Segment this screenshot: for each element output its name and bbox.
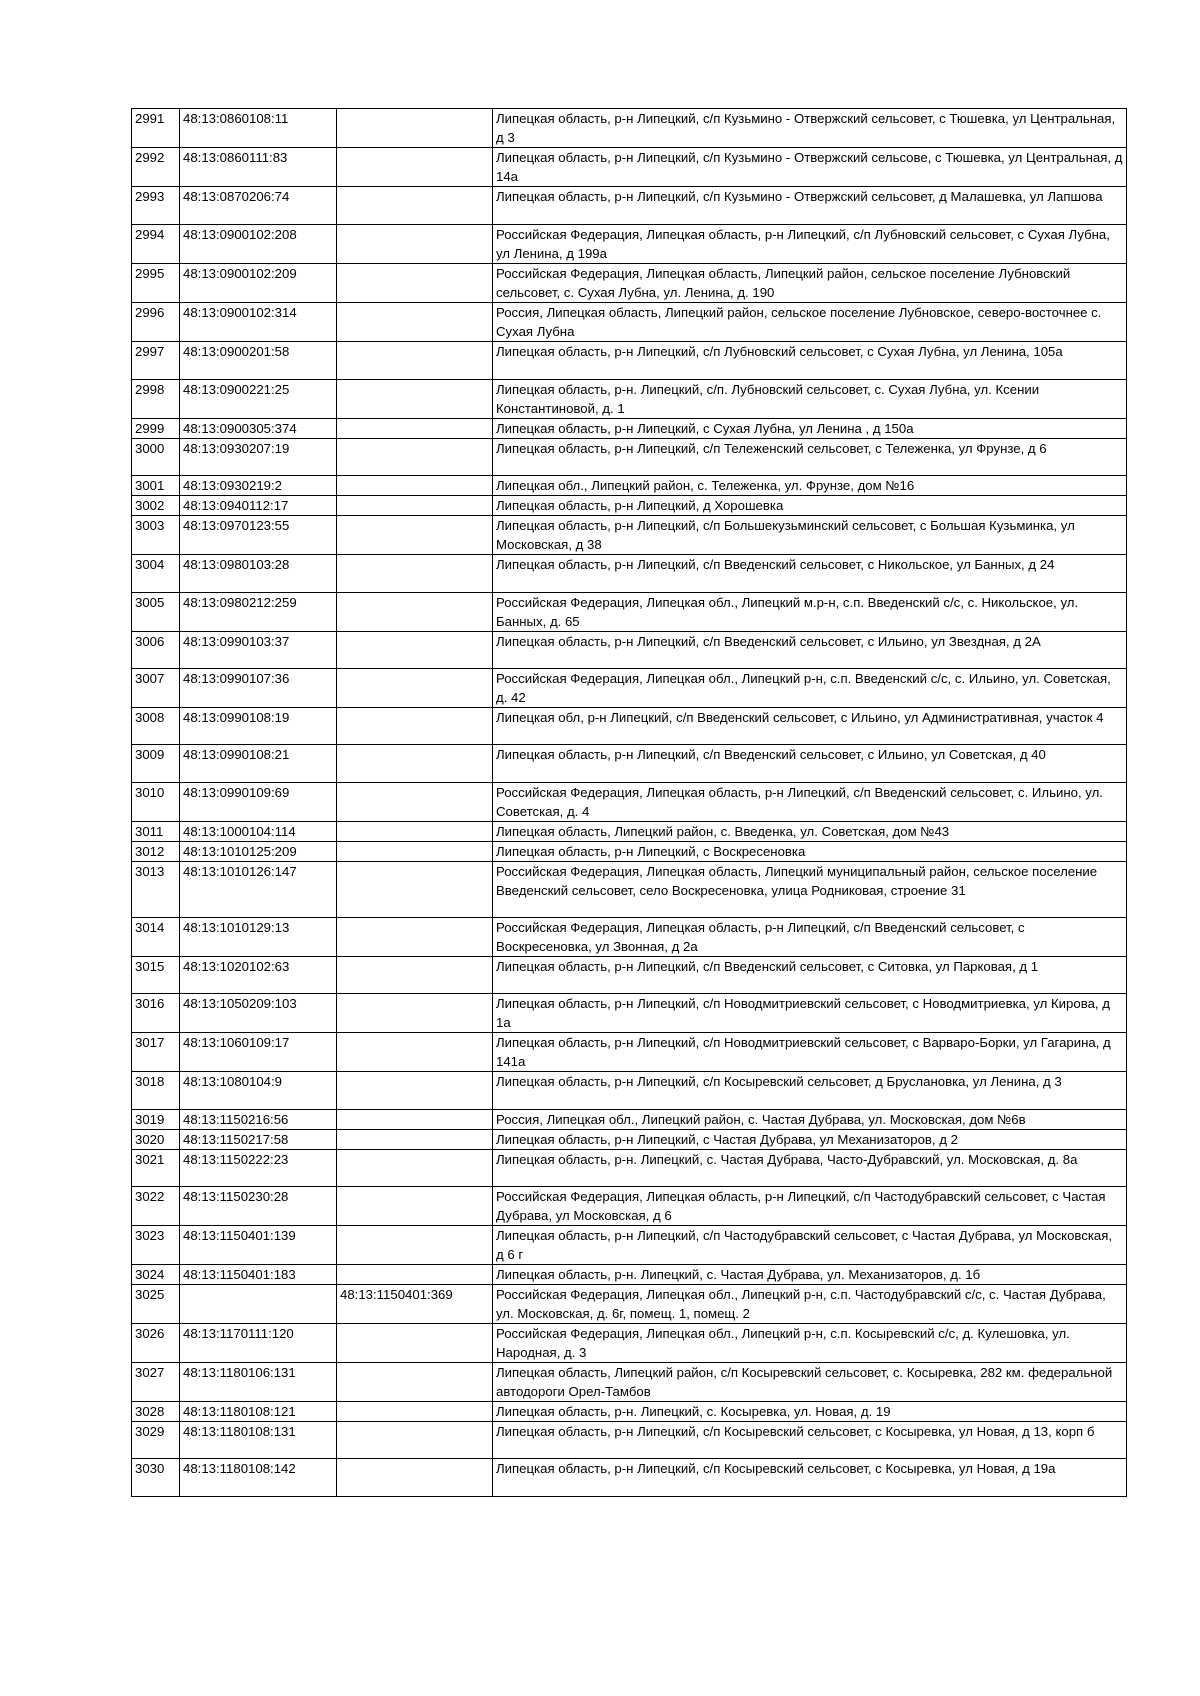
- row-number-cell: 3025: [132, 1285, 180, 1324]
- row-number-cell: 3030: [132, 1459, 180, 1497]
- cadastral-number-cell: 48:13:1060109:17: [180, 1033, 337, 1072]
- row-number-cell: 2995: [132, 264, 180, 303]
- table-row: [132, 109, 1127, 148]
- secondary-cadastral-number-cell: [337, 187, 493, 225]
- cadastral-number-cell: 48:13:1020102:63: [180, 957, 337, 994]
- cadastral-number-cell: 48:13:0970123:55: [180, 516, 337, 555]
- secondary-cadastral-number-cell: [337, 783, 493, 822]
- secondary-cadastral-number-cell: [337, 632, 493, 669]
- cadastral-number-cell: 48:13:0900102:209: [180, 264, 337, 303]
- address-cell: Липецкая область, р-н. Липецкий, с. Косыревка, ул. Новая, д. 19: [493, 1402, 1127, 1422]
- address-cell: Российская Федерация, Липецкая область, р-н Липецкий, с/п Лубновский сельсовет, с Сухая Лубна, ул Ленина, д 199а: [493, 225, 1127, 264]
- address-cell: Липецкая область, р-н Липецкий, с/п Тележенский сельсовет, с Тележенка, ул Фрунзе, д 6: [493, 439, 1127, 476]
- address-cell: Липецкая область, р-н Липецкий, д Хорошевка: [493, 496, 1127, 516]
- row-number-cell: 2991: [132, 109, 180, 148]
- table-row: [132, 1226, 1127, 1265]
- table-row: [132, 555, 1127, 593]
- address-cell: Липецкая область, Липецкий район, с/п Косыревский сельсовет, с. Косыревка, 282 км. федеральной автодороги Орел-Тамбов: [493, 1363, 1127, 1402]
- secondary-cadastral-number-cell: [337, 476, 493, 496]
- secondary-cadastral-number-cell: [337, 669, 493, 708]
- address-cell: Российская Федерация, Липецкая область, р-н Липецкий, с/п Частодубравский сельсовет, с Частая Дубрава, ул Московская, д 6: [493, 1187, 1127, 1226]
- row-number-cell: 3015: [132, 957, 180, 994]
- cadastral-number-cell: 48:13:0990109:69: [180, 783, 337, 822]
- secondary-cadastral-number-cell: [337, 303, 493, 342]
- cadastral-number-cell: 48:13:0900102:314: [180, 303, 337, 342]
- cadastral-number-cell: 48:13:1150401:139: [180, 1226, 337, 1265]
- address-cell: Липецкая область, р-н Липецкий, с/п Лубновский сельсовет, с Сухая Лубна, ул Ленина, 105а: [493, 342, 1127, 380]
- cadastral-number-cell: 48:13:0860108:11: [180, 109, 337, 148]
- table-row: [132, 1072, 1127, 1110]
- row-number-cell: 3006: [132, 632, 180, 669]
- cadastral-number-cell: 48:13:0980103:28: [180, 555, 337, 593]
- table-row: [132, 632, 1127, 669]
- table-row: [132, 1422, 1127, 1459]
- cadastral-number-cell: 48:13:0900201:58: [180, 342, 337, 380]
- table-row: [132, 708, 1127, 745]
- table-row: [132, 148, 1127, 187]
- cadastral-number-cell: 48:13:1150401:183: [180, 1265, 337, 1285]
- address-cell: Липецкая область, р-н Липецкий, с/п Косыревский сельсовет, д Бруслановка, ул Ленина, д 3: [493, 1072, 1127, 1110]
- secondary-cadastral-number-cell: [337, 148, 493, 187]
- table-row: [132, 476, 1127, 496]
- cadastral-number-cell: 48:13:1050209:103: [180, 994, 337, 1033]
- row-number-cell: 3027: [132, 1363, 180, 1402]
- address-cell: Липецкая область, р-н Липецкий, с Воскресеновка: [493, 842, 1127, 862]
- address-cell: Липецкая обл, р-н Липецкий, с/п Введенский сельсовет, с Ильино, ул Административная, участок 4: [493, 708, 1127, 745]
- address-cell: Российская Федерация, Липецкая область, Липецкий муниципальный район, сельское поселение Введенский сельсовет, село Воскресеновка, улица Родниковая, строение 31: [493, 862, 1127, 918]
- cadastral-number-cell: 48:13:1150222:23: [180, 1150, 337, 1187]
- cadastral-number-cell: 48:13:1010126:147: [180, 862, 337, 918]
- table-row: [132, 1187, 1127, 1226]
- secondary-cadastral-number-cell: [337, 1110, 493, 1130]
- secondary-cadastral-number-cell: [337, 1363, 493, 1402]
- table-row: [132, 745, 1127, 783]
- row-number-cell: 3011: [132, 822, 180, 842]
- row-number-cell: 2993: [132, 187, 180, 225]
- cadastral-number-cell: 48:13:0900102:208: [180, 225, 337, 264]
- row-number-cell: 3016: [132, 994, 180, 1033]
- address-cell: Липецкая область, р-н. Липецкий, с. Частая Дубрава, Часто-Дубравский, ул. Московская, д. 8а: [493, 1150, 1127, 1187]
- secondary-cadastral-number-cell: [337, 1265, 493, 1285]
- table-row: [132, 1033, 1127, 1072]
- cadastral-number-cell: 48:13:0900305:374: [180, 419, 337, 439]
- address-cell: Россия, Липецкая обл., Липецкий район, с. Частая Дубрава, ул. Московская, дом №6в: [493, 1110, 1127, 1130]
- address-cell: Липецкая область, р-н Липецкий, с Частая Дубрава, ул Механизаторов, д 2: [493, 1130, 1127, 1150]
- address-cell: Липецкая область, р-н Липецкий, с/п Введенский сельсовет, с Ильино, ул Советская, д 40: [493, 745, 1127, 783]
- table-row: [132, 1363, 1127, 1402]
- table-row: [132, 187, 1127, 225]
- row-number-cell: 3014: [132, 918, 180, 957]
- secondary-cadastral-number-cell: [337, 109, 493, 148]
- table-row: [132, 842, 1127, 862]
- row-number-cell: 3013: [132, 862, 180, 918]
- cadastral-number-cell: 48:13:1080104:9: [180, 1072, 337, 1110]
- secondary-cadastral-number-cell: [337, 380, 493, 419]
- cadastral-number-cell: 48:13:0900221:25: [180, 380, 337, 419]
- secondary-cadastral-number-cell: [337, 1459, 493, 1497]
- secondary-cadastral-number-cell: [337, 994, 493, 1033]
- table-row: [132, 1110, 1127, 1130]
- address-cell: Липецкая область, р-н Липецкий, с/п Новодмитриевский сельсовет, с Новодмитриевка, ул Кирова, д 1а: [493, 994, 1127, 1033]
- secondary-cadastral-number-cell: [337, 593, 493, 632]
- secondary-cadastral-number-cell: [337, 1402, 493, 1422]
- address-cell: Российская Федерация, Липецкая область, Липецкий район, сельское поселение Лубновский сельсовет, с. Сухая Лубна, ул. Ленина, д. 190: [493, 264, 1127, 303]
- address-cell: Липецкая область, р-н Липецкий, с/п Большекузьминский сельсовет, с Большая Кузьминка, ул Московская, д 38: [493, 516, 1127, 555]
- table-row: [132, 225, 1127, 264]
- cadastral-number-cell: 48:13:0860111:83: [180, 148, 337, 187]
- address-cell: Липецкая область, р-н. Липецкий, с. Частая Дубрава, ул. Механизаторов, д. 1б: [493, 1265, 1127, 1285]
- table-row: [132, 862, 1127, 918]
- address-cell: Липецкая область, р-н Липецкий, с/п Новодмитриевский сельсовет, с Варваро-Борки, ул Гагарина, д 141а: [493, 1033, 1127, 1072]
- table-row: [132, 303, 1127, 342]
- address-cell: Липецкая обл., Липецкий район, с. Тележенка, ул. Фрунзе, дом №16: [493, 476, 1127, 496]
- table-row: [132, 1130, 1127, 1150]
- row-number-cell: 3017: [132, 1033, 180, 1072]
- cadastral-number-cell: 48:13:0990107:36: [180, 669, 337, 708]
- table-body: [132, 109, 1127, 1497]
- secondary-cadastral-number-cell: [337, 1422, 493, 1459]
- row-number-cell: 3004: [132, 555, 180, 593]
- cadastral-number-cell: 48:13:0870206:74: [180, 187, 337, 225]
- cadastral-number-cell: 48:13:1010129:13: [180, 918, 337, 957]
- table-row: [132, 1265, 1127, 1285]
- secondary-cadastral-number-cell: [337, 918, 493, 957]
- row-number-cell: 3022: [132, 1187, 180, 1226]
- row-number-cell: 2998: [132, 380, 180, 419]
- secondary-cadastral-number-cell: [337, 555, 493, 593]
- table-row: [132, 1402, 1127, 1422]
- secondary-cadastral-number-cell: [337, 225, 493, 264]
- table-row: [132, 380, 1127, 419]
- table-row: [132, 593, 1127, 632]
- row-number-cell: 3009: [132, 745, 180, 783]
- cadastral-number-cell: 48:13:1180106:131: [180, 1363, 337, 1402]
- table-row: [132, 1150, 1127, 1187]
- secondary-cadastral-number-cell: [337, 957, 493, 994]
- cadastral-number-cell: 48:13:1180108:131: [180, 1422, 337, 1459]
- row-number-cell: 3000: [132, 439, 180, 476]
- row-number-cell: 2999: [132, 419, 180, 439]
- row-number-cell: 3003: [132, 516, 180, 555]
- table-row: [132, 439, 1127, 476]
- address-cell: Липецкая область, р-н Липецкий, с Сухая Лубна, ул Ленина , д 150а: [493, 419, 1127, 439]
- row-number-cell: 3026: [132, 1324, 180, 1363]
- address-cell: Липецкая область, Липецкий район, с. Введенка, ул. Советская, дом №43: [493, 822, 1127, 842]
- address-cell: Российская Федерация, Липецкая обл., Липецкий р-н, с.п. Косыревский с/с, д. Кулешовка, ул. Народная, д. 3: [493, 1324, 1127, 1363]
- cadastral-number-cell: [180, 1285, 337, 1324]
- address-cell: Российская Федерация, Липецкая обл., Липецкий р-н, с.п. Введенский с/с, с. Ильино, ул. Советская, д. 42: [493, 669, 1127, 708]
- table-row: [132, 918, 1127, 957]
- address-cell: Липецкая область, р-н. Липецкий, с/п. Лубновский сельсовет, с. Сухая Лубна, ул. Ксении Константиновой, д. 1: [493, 380, 1127, 419]
- row-number-cell: 2996: [132, 303, 180, 342]
- row-number-cell: 3028: [132, 1402, 180, 1422]
- secondary-cadastral-number-cell: [337, 516, 493, 555]
- table-row: [132, 419, 1127, 439]
- secondary-cadastral-number-cell: [337, 1226, 493, 1265]
- secondary-cadastral-number-cell: [337, 496, 493, 516]
- secondary-cadastral-number-cell: [337, 862, 493, 918]
- secondary-cadastral-number-cell: [337, 1324, 493, 1363]
- row-number-cell: 3002: [132, 496, 180, 516]
- address-cell: Российская Федерация, Липецкая обл., Липецкий р-н, с.п. Частодубравский с/с, с. Частая Дубрава, ул. Московская, д. 6г, помещ. 1, помещ. 2: [493, 1285, 1127, 1324]
- row-number-cell: 3024: [132, 1265, 180, 1285]
- address-cell: Липецкая область, р-н Липецкий, с/п Частодубравский сельсовет, с Частая Дубрава, ул Московская, д 6 г: [493, 1226, 1127, 1265]
- secondary-cadastral-number-cell: 48:13:1150401:369: [337, 1285, 493, 1324]
- table-row: [132, 783, 1127, 822]
- secondary-cadastral-number-cell: [337, 822, 493, 842]
- secondary-cadastral-number-cell: [337, 342, 493, 380]
- property-register-table: [131, 108, 1127, 1497]
- row-number-cell: 3005: [132, 593, 180, 632]
- row-number-cell: 3021: [132, 1150, 180, 1187]
- cadastral-number-cell: 48:13:0990108:21: [180, 745, 337, 783]
- address-cell: Россия, Липецкая область, Липецкий район, сельское поселение Лубновское, северо-восточнее с. Сухая Лубна: [493, 303, 1127, 342]
- row-number-cell: 2994: [132, 225, 180, 264]
- cadastral-number-cell: 48:13:0990103:37: [180, 632, 337, 669]
- secondary-cadastral-number-cell: [337, 1187, 493, 1226]
- address-cell: Липецкая область, р-н Липецкий, с/п Введенский сельсовет, с Никольское, ул Банных, д 24: [493, 555, 1127, 593]
- table-row: [132, 342, 1127, 380]
- cadastral-number-cell: 48:13:1000104:114: [180, 822, 337, 842]
- address-cell: Липецкая область, р-н Липецкий, с/п Введенский сельсовет, с Ильино, ул Звездная, д 2А: [493, 632, 1127, 669]
- cadastral-number-cell: 48:13:0990108:19: [180, 708, 337, 745]
- table-row: [132, 516, 1127, 555]
- secondary-cadastral-number-cell: [337, 842, 493, 862]
- cadastral-number-cell: 48:13:1150230:28: [180, 1187, 337, 1226]
- row-number-cell: 3020: [132, 1130, 180, 1150]
- cadastral-number-cell: 48:13:1180108:121: [180, 1402, 337, 1422]
- address-cell: Липецкая область, р-н Липецкий, с/п Кузьмино - Отвержский сельсовет, д Малашевка, ул Лапшова: [493, 187, 1127, 225]
- secondary-cadastral-number-cell: [337, 1033, 493, 1072]
- table-row: [132, 1324, 1127, 1363]
- cadastral-number-cell: 48:13:0980212:259: [180, 593, 337, 632]
- row-number-cell: 3023: [132, 1226, 180, 1265]
- row-number-cell: 3008: [132, 708, 180, 745]
- table-row: [132, 1285, 1127, 1324]
- cadastral-number-cell: 48:13:0940112:17: [180, 496, 337, 516]
- cadastral-number-cell: 48:13:1150217:58: [180, 1130, 337, 1150]
- secondary-cadastral-number-cell: [337, 1072, 493, 1110]
- address-cell: Липецкая область, р-н Липецкий, с/п Введенский сельсовет, с Ситовка, ул Парковая, д 1: [493, 957, 1127, 994]
- table-row: [132, 994, 1127, 1033]
- table-row: [132, 1459, 1127, 1497]
- table-row: [132, 669, 1127, 708]
- secondary-cadastral-number-cell: [337, 1130, 493, 1150]
- secondary-cadastral-number-cell: [337, 1150, 493, 1187]
- row-number-cell: 3029: [132, 1422, 180, 1459]
- row-number-cell: 3018: [132, 1072, 180, 1110]
- row-number-cell: 2992: [132, 148, 180, 187]
- cadastral-number-cell: 48:13:1010125:209: [180, 842, 337, 862]
- secondary-cadastral-number-cell: [337, 708, 493, 745]
- cadastral-number-cell: 48:13:1150216:56: [180, 1110, 337, 1130]
- table-row: [132, 264, 1127, 303]
- address-cell: Российская Федерация, Липецкая обл., Липецкий м.р-н, с.п. Введенский с/с, с. Никольское, ул. Банных, д. 65: [493, 593, 1127, 632]
- row-number-cell: 3012: [132, 842, 180, 862]
- table-row: [132, 822, 1127, 842]
- address-cell: Российская Федерация, Липецкая область, р-н Липецкий, с/п Введенский сельсовет, с. Ильино, ул. Советская, д. 4: [493, 783, 1127, 822]
- cadastral-number-cell: 48:13:0930219:2: [180, 476, 337, 496]
- address-cell: Липецкая область, р-н Липецкий, с/п Косыревский сельсовет, с Косыревка, ул Новая, д 13, корп б: [493, 1422, 1127, 1459]
- address-cell: Липецкая область, р-н Липецкий, с/п Косыревский сельсовет, с Косыревка, ул Новая, д 19а: [493, 1459, 1127, 1497]
- cadastral-number-cell: 48:13:0930207:19: [180, 439, 337, 476]
- cadastral-number-cell: 48:13:1170111:120: [180, 1324, 337, 1363]
- address-cell: Липецкая область, р-н Липецкий, с/п Кузьмино - Отвержский сельсове, с Тюшевка, ул Центральная, д 14а: [493, 148, 1127, 187]
- table-row: [132, 496, 1127, 516]
- cadastral-number-cell: 48:13:1180108:142: [180, 1459, 337, 1497]
- secondary-cadastral-number-cell: [337, 745, 493, 783]
- table-row: [132, 957, 1127, 994]
- secondary-cadastral-number-cell: [337, 439, 493, 476]
- secondary-cadastral-number-cell: [337, 264, 493, 303]
- row-number-cell: 3007: [132, 669, 180, 708]
- row-number-cell: 3019: [132, 1110, 180, 1130]
- address-cell: Липецкая область, р-н Липецкий, с/п Кузьмино - Отвержский сельсовет, с Тюшевка, ул Центральная, д 3: [493, 109, 1127, 148]
- row-number-cell: 2997: [132, 342, 180, 380]
- row-number-cell: 3001: [132, 476, 180, 496]
- secondary-cadastral-number-cell: [337, 419, 493, 439]
- row-number-cell: 3010: [132, 783, 180, 822]
- address-cell: Российская Федерация, Липецкая область, р-н Липецкий, с/п Введенский сельсовет, с Воскресеновка, ул Звонная, д 2а: [493, 918, 1127, 957]
